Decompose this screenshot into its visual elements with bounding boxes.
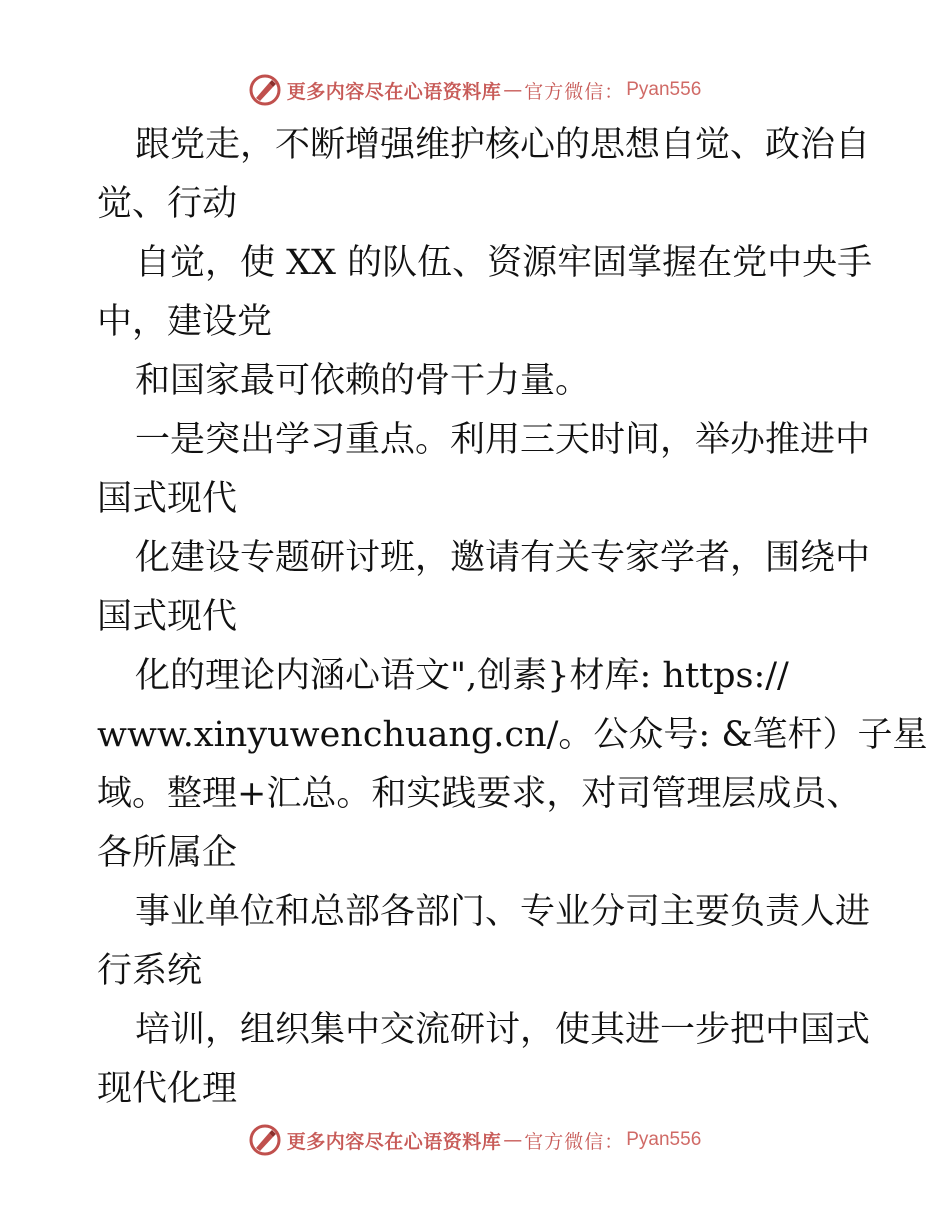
text-line: 跟党走，不断增强维护核心的思想自觉、政治自 — [135, 125, 871, 165]
header-wechat-label: 官方微信： — [524, 80, 625, 103]
header-separator: — — [503, 79, 523, 101]
text-line: 自觉，使 XX 的队伍、资源牢固掌握在党中央手 — [135, 243, 873, 283]
footer-wechat-id: Pyan556 — [626, 1129, 702, 1150]
footer-banner — [0, 1122, 950, 1158]
footer-separator: — — [503, 1129, 523, 1151]
pen-logo-icon — [249, 74, 281, 106]
text-line: www.xinyuwenchuang.cn/。公众号: &笔杆）子星 — [97, 715, 928, 755]
text-line: 一是突出学习重点。利用三天时间，举办推进中 — [135, 420, 871, 460]
text-line: 觉、行动 — [97, 184, 238, 224]
pen-logo-icon — [249, 1124, 281, 1156]
text-line: 国式现代 — [97, 479, 238, 519]
text-line: 现代化理 — [97, 1069, 238, 1109]
text-line: 中，建设党 — [97, 302, 273, 342]
text-line: 化建设专题研讨班，邀请有关专家学者，围绕中 — [135, 538, 871, 578]
text-line: 化的理论内涵心语文",创素}材库: https:// — [135, 656, 789, 696]
footer-wechat-label: 官方微信： — [524, 1130, 625, 1153]
text-line: 域。整理+汇总。和实践要求，对司管理层成员、 — [97, 774, 862, 814]
header-site-text: 更多内容尽在心语资料库 — [286, 80, 502, 103]
text-line: 培训，组织集中交流研讨，使其进一步把中国式 — [135, 1010, 871, 1050]
text-line: 和国家最可依赖的骨干力量。 — [135, 361, 591, 401]
text-line: 国式现代 — [97, 597, 238, 637]
body-text — [97, 116, 928, 1119]
header-banner — [0, 72, 950, 108]
text-line: 各所属企 — [97, 833, 238, 873]
text-line: 行系统 — [97, 951, 203, 991]
header-wechat-id: Pyan556 — [626, 79, 702, 100]
text-line: 事业单位和总部各部门、专业分司主要负责人进 — [135, 892, 871, 932]
footer-site-text: 更多内容尽在心语资料库 — [286, 1130, 502, 1153]
